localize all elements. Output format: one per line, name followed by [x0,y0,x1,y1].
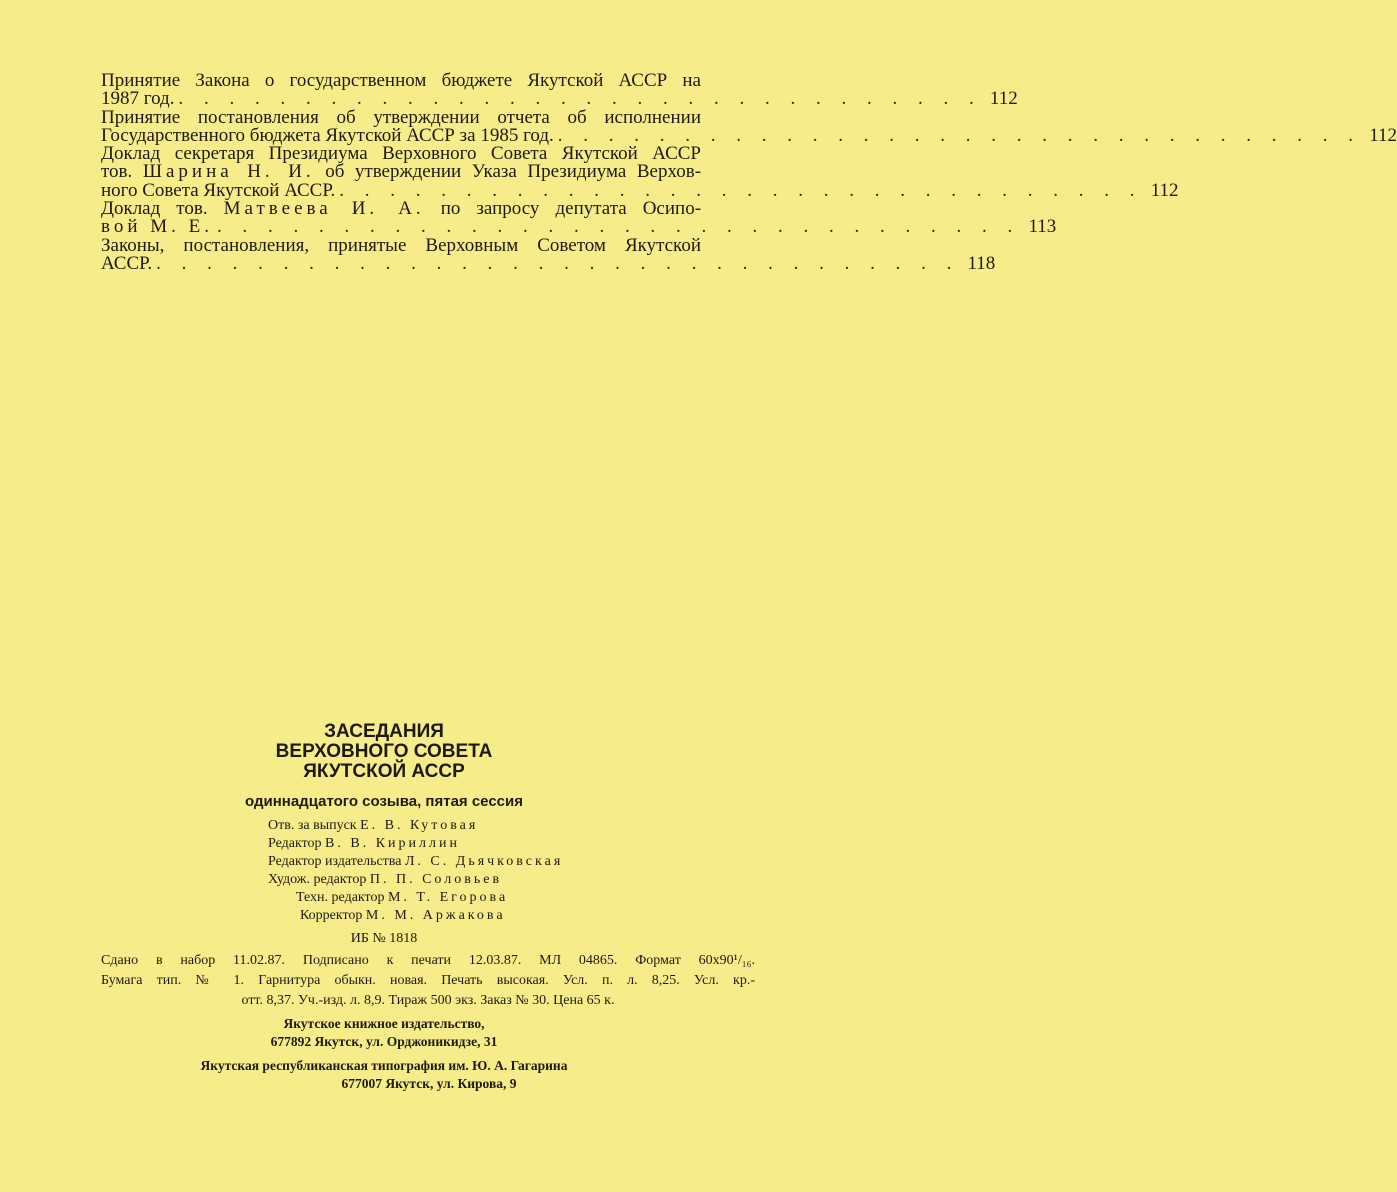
toc-entry [101,143,1179,201]
credit-row [300,907,506,925]
imprint-line: Бумага тип. № 1. Гарнитура обыкн. новая. Печать высокая. Усл. п. л. 8,25. Усл. кр.- [101,973,755,988]
toc-entry-text: АССР. [101,252,153,274]
credit-row [296,889,508,907]
printer-address: 677007 Якутск, ул. Кирова, 9 [341,1076,517,1091]
toc-entry-text: об утверждении Указа Президиума Верхов- [325,161,702,183]
table-of-contents [101,70,1397,274]
dot-leader: . . . . . . . . . . . . . . . . . . . . . . . . . . . . . . . . [178,88,982,110]
credit-name: М. М. Аржакова [365,908,506,923]
book-title [0,722,768,782]
toc-entry [101,106,1397,146]
toc-page-number: 112 [1150,179,1179,201]
title-line: ВЕРХОВНОГО СОВЕТА [275,741,493,762]
credit-name: Л. С. Дьячковская [404,854,564,869]
toc-page-number: 118 [967,252,996,274]
toc-entry [101,198,1057,238]
title-line: ЗАСЕДАНИЯ [324,721,444,742]
toc-entry-text: по запросу депутата Осипо- [440,198,702,220]
print-imprint [101,951,755,1011]
credit-role: Отв. за выпуск [268,818,357,833]
toc-entry-text: 1987 год. [101,88,175,110]
dot-leader: . . . . . . . . . . . . . . . . . . . . . . . . . . . . . . . . [217,216,1021,238]
toc-page-number: 113 [1028,216,1057,238]
publisher-address: 677892 Якутск, ул. Орджоникидзе, 31 [270,1034,498,1049]
person-name: Матвеева И. А. [223,198,425,220]
credit-role: Редактор издательства [268,854,402,869]
toc-entry-text: Доклад тов. [101,198,208,220]
imprint-line: Сдано в набор 11.02.87. Подписано к печати 12.03.87. МЛ 04865. Формат 60x90¹/₁₆. [101,953,755,968]
toc-entry [101,234,996,274]
publisher-name: Якутское книжное издательство, [283,1016,485,1031]
toc-entry-text: Законы, постановления, принятые Верховным Советом Якутской [101,234,701,256]
person-name: Шарина Н. И. [142,161,315,183]
credit-role: Худож. редактор [268,872,367,887]
credit-role: Корректор [300,908,363,923]
credit-role: Техн. редактор [296,890,385,905]
toc-page-number: 112 [989,88,1018,110]
toc-entry [101,70,1018,110]
credit-name: П. П. Соловьев [369,872,503,887]
toc-entry-text: Государственного бюджета Якутской АССР за 1985 год. [101,124,554,146]
dot-leader: . . . . . . . . . . . . . . . . . . . . . . . . . . . . . . . . [557,124,1362,146]
person-name: вой М. Е. [101,216,214,238]
dot-leader: . . . . . . . . . . . . . . . . . . . . . . . . . . . . . . . . [339,179,1143,201]
credit-name: В. В. Кириллин [325,836,460,851]
book-subtitle: одиннадцатого созыва, пятая сессия [245,793,523,810]
credit-row [268,817,478,835]
credit-role: Редактор [268,836,322,851]
title-line: ЯКУТСКОЙ АССР [303,761,465,782]
dot-leader: . . . . . . . . . . . . . . . . . . . . . . . . . . . . . . . . [156,252,960,274]
credit-name: М. Т. Егорова [387,890,509,905]
credit-name: Е. В. Кутовая [360,818,479,833]
imprint-line: отт. 8,37. Уч.-изд. л. 8,9. Тираж 500 экз. Заказ № 30. Цена 65 к. [241,993,615,1008]
printer-info [0,1057,768,1093]
credit-row [268,871,502,889]
toc-entry-text: ного Совета Якутской АССР. [101,179,336,201]
ib-number: ИБ № 1818 [350,931,418,946]
toc-entry-text: тов. [101,161,133,183]
toc-entry-text: Принятие Закона о государственном бюджете Якутской АССР на [101,70,701,91]
toc-page-number: 112 [1369,124,1397,146]
toc-entry-text: Принятие постановления об утверждении отчета об исполнении [101,106,701,128]
printer-name: Якутская республиканская типография им. Ю. А. Гагарина [200,1058,568,1073]
toc-entry-text: Доклад секретаря Президиума Верховного Совета Якутской АССР [101,143,701,165]
publisher-info [0,1015,768,1051]
credit-row [268,853,563,871]
credit-row [268,835,460,853]
